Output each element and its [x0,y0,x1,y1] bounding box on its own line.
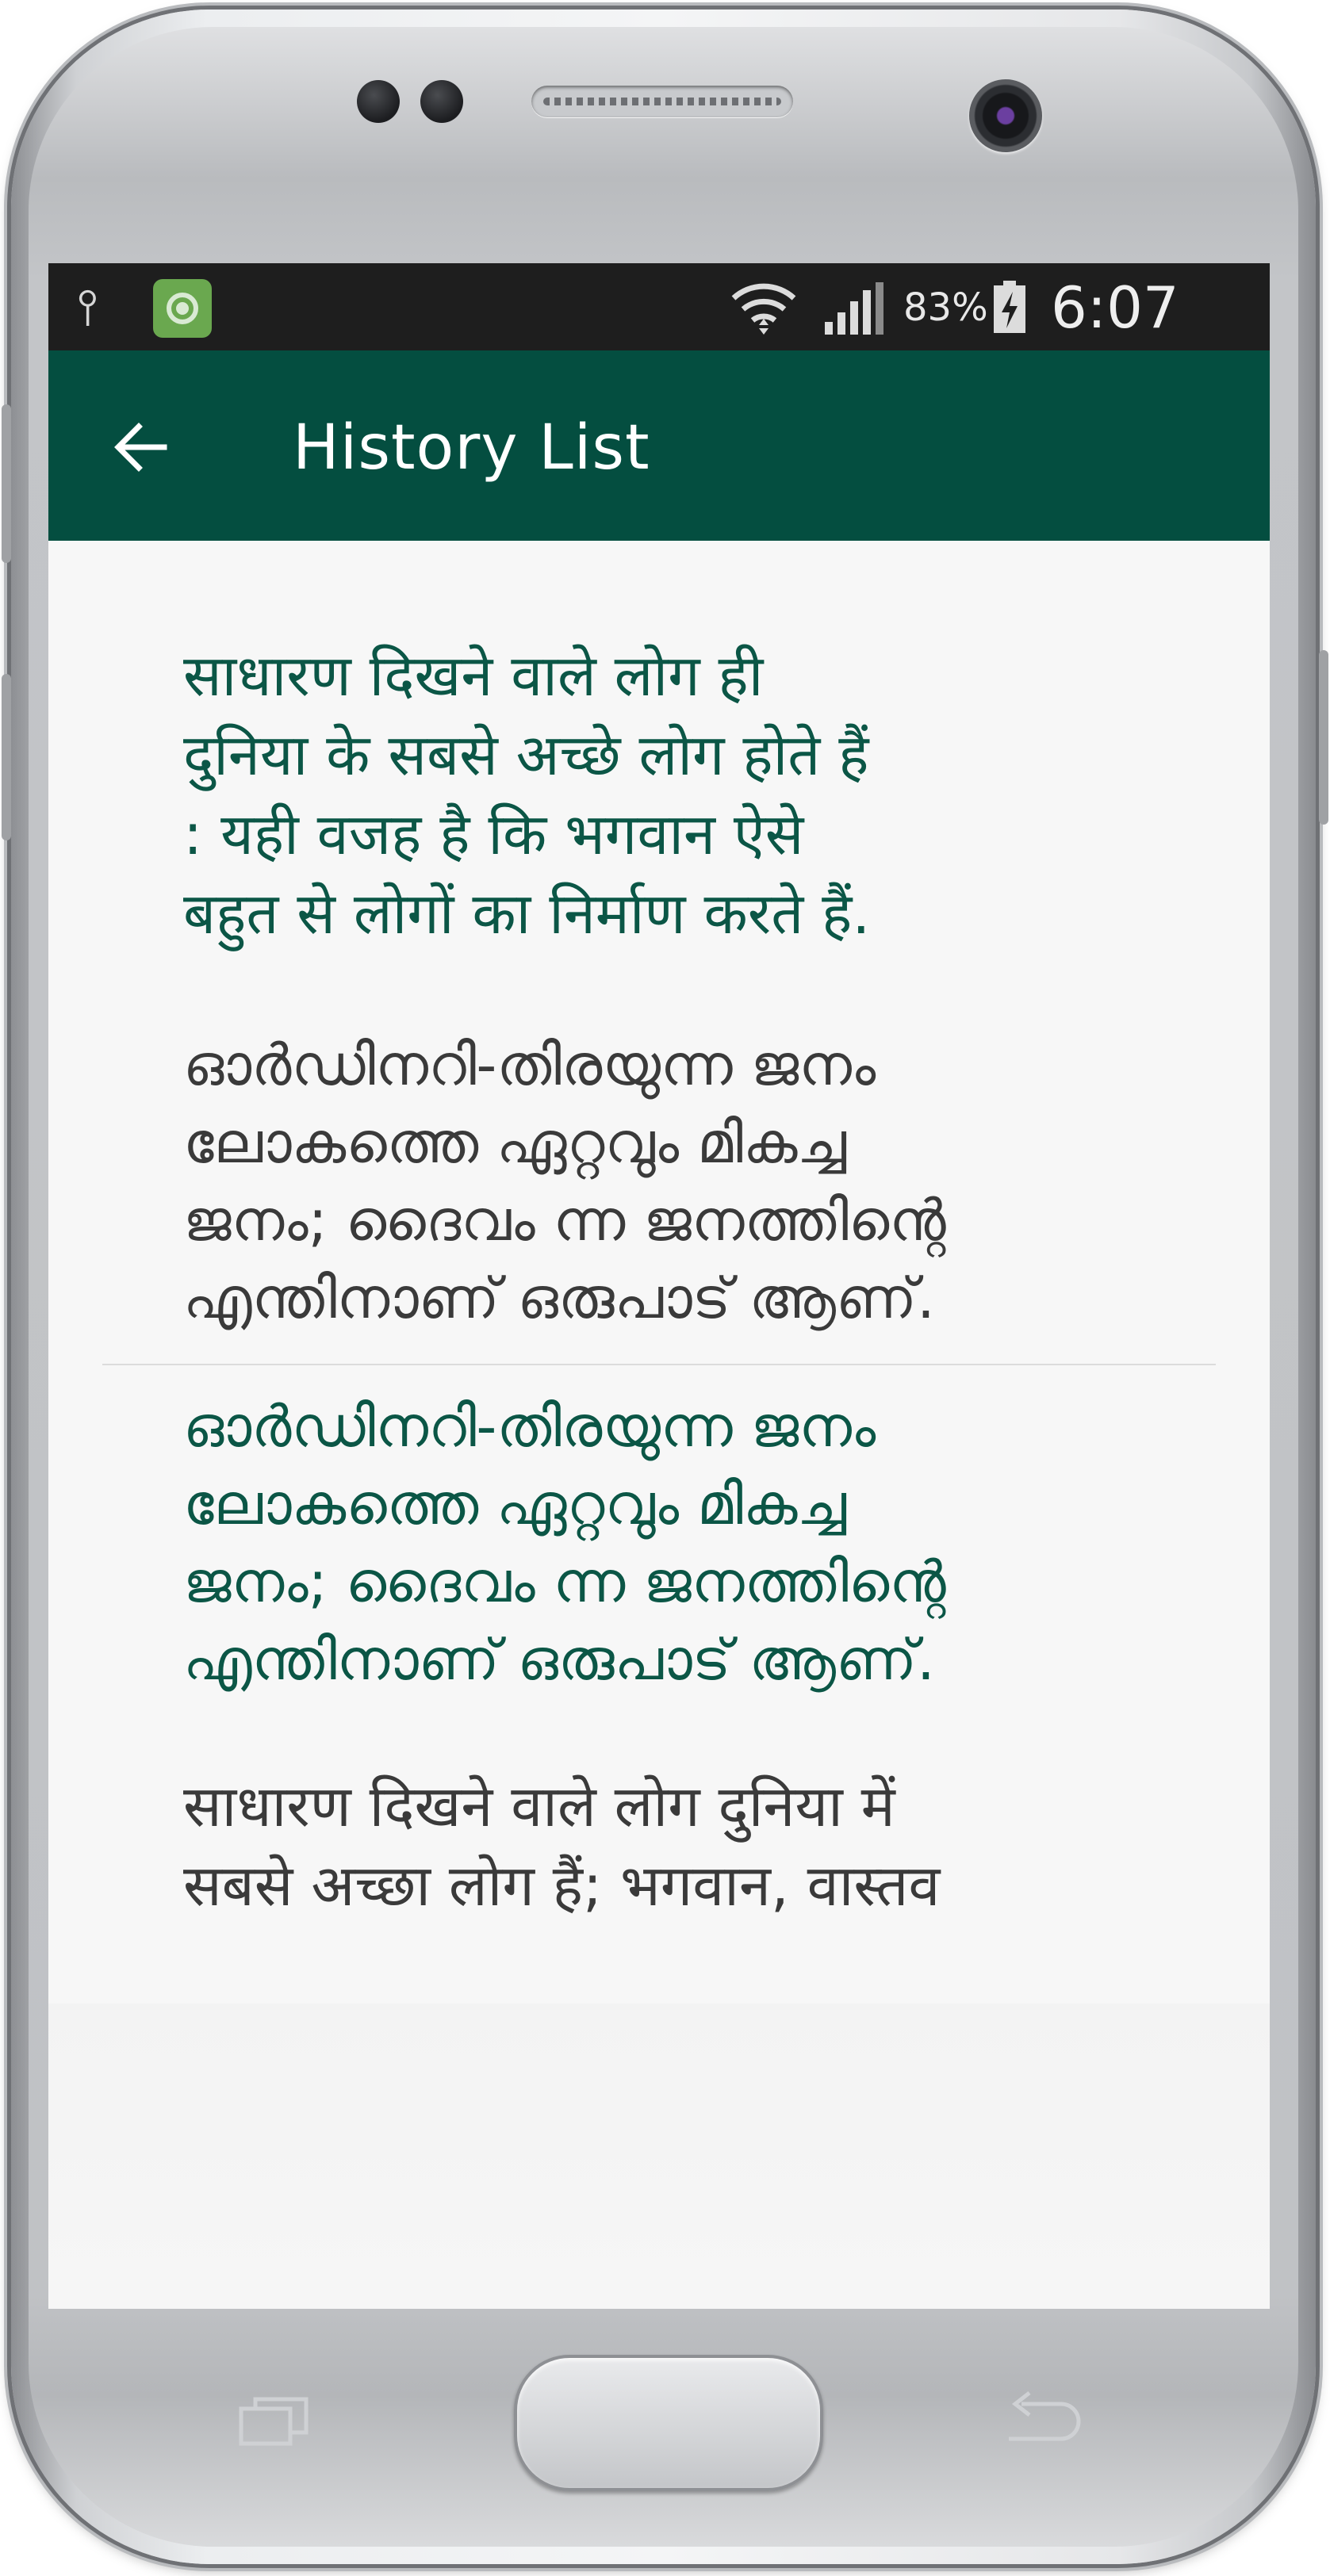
usb-icon: ⫯ [77,278,98,335]
back-nav-icon[interactable] [998,2388,1085,2452]
text-line: बहुत से लोगों का निर्माण करते हैं. [183,880,871,947]
source-text [183,1388,1182,1698]
clock: 6:07 [1051,274,1179,341]
text-line: दुनिया के सबसे अच्छे लोग होते हैं [183,722,869,788]
text-line: ജനം; ദൈവം ന്ന ജനത്തിന്റെ [183,1548,946,1615]
signal-icon [822,281,885,336]
text-line: ഓർഡിനറി-തിരയുന്ന ജനം [183,1032,876,1098]
screen [48,263,1270,2309]
power-button [1319,650,1328,825]
sensor-dot [357,80,400,123]
text-line: ജനം; ദൈവം ന്ന ജനത്തിന്റെ [183,1187,946,1254]
text-line: साधारण दिखने वाले लोग ही [183,642,764,709]
front-camera [969,79,1042,152]
earpiece-speaker [531,86,793,117]
source-text [183,636,1182,953]
translated-text [183,1026,1182,1337]
text-line: എന്തിനാണ് ഒരുപാട് ആണ്. [183,1626,935,1693]
text-line: साधारण दिखने वाले लोग दुनिया में [183,1773,895,1839]
volume-button [2,404,11,563]
text-line: ഓർഡിനറി-തിരയുന്ന ജനം [183,1393,876,1460]
volume-button-2 [2,674,11,840]
history-item[interactable] [183,636,1182,1337]
text-line: ലോകത്തെ ഏറ്റവും മികച്ച [183,1109,847,1176]
battery-percent: 83% [903,285,988,330]
history-item[interactable] [183,1388,1182,1925]
text-line: ലോകത്തെ ഏറ്റവും മികച്ച [183,1471,847,1537]
text-line: सबसे अच्छा लोग हैं; भगवान, वास्तव [183,1852,941,1919]
home-button[interactable] [514,2355,823,2491]
text-line: : यही वजह है कि भगवान ऐसे [183,801,804,867]
recent-apps-icon[interactable] [238,2394,311,2447]
status-bar [48,263,1270,350]
page-title: History List [293,412,650,484]
app-bar [48,350,1270,541]
wifi-icon [730,278,797,338]
empty-area [48,2004,1270,2309]
sensor-dot [420,80,463,123]
battery-charging-icon [992,281,1027,335]
translated-text [183,1766,1182,1925]
history-list [48,541,1270,2008]
app-notification-icon [153,279,212,338]
item-divider [102,1364,1216,1365]
arrow-left-icon[interactable] [109,415,172,479]
text-line: എന്തിനാണ് ഒരുപാട് ആണ്. [183,1265,935,1331]
